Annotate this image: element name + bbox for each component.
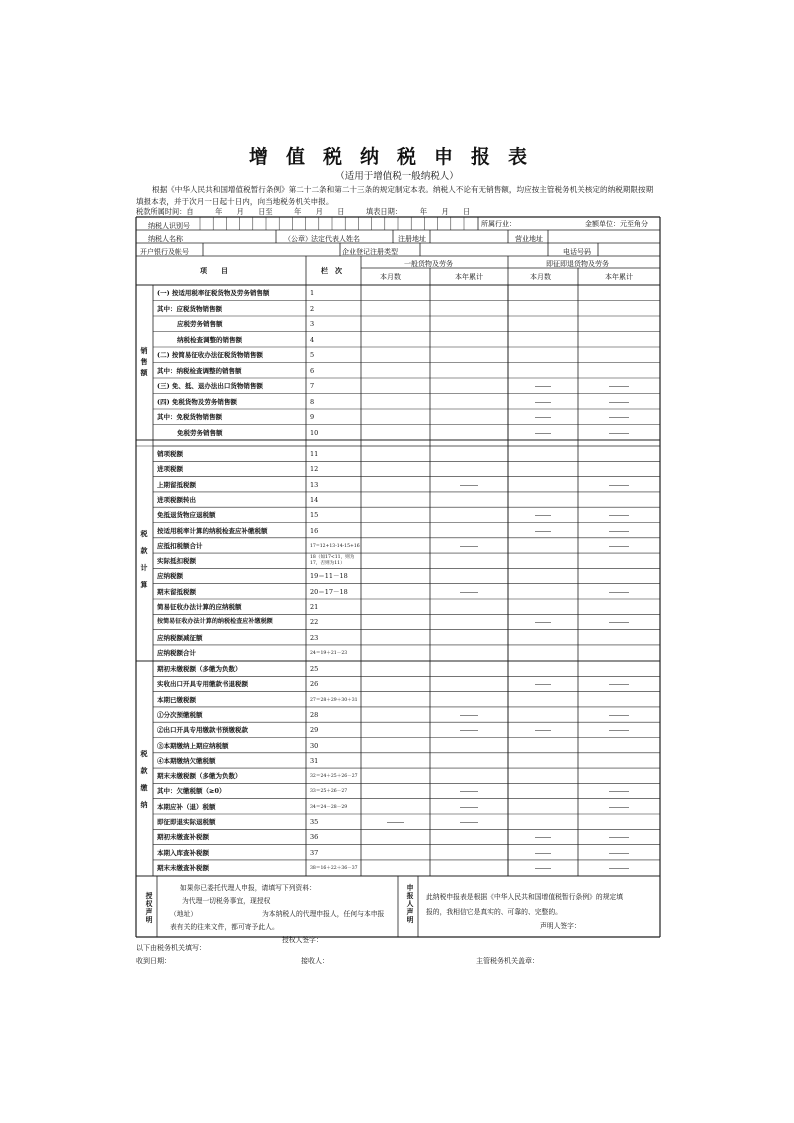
row-label: (一) 按适用税率征税货物及劳务销售额 [157,289,270,297]
decl-line-2: 报的，我相信它是真实的、可靠的、完整的。 [426,908,562,916]
received-date-label: 收到日期： [136,957,171,965]
row-column-no: 11 [310,450,319,458]
grid-group [136,217,660,937]
general-year-total-header: 本年累计 [455,273,483,281]
row-column-no: 36 [310,833,319,842]
tax-office-stamp-label: 主管税务机关盖章： [476,957,539,965]
row-column-no: 5 [310,351,315,359]
row-label: ④本期缴纳欠缴税额 [157,756,216,765]
row-column-no: 13 [310,480,319,489]
row-label: 期末未缴税额（多缴为负数） [157,772,242,781]
item-column-header: 项 目 [200,266,228,275]
row-column-no: 9 [310,413,315,421]
row-column-no: 24＝19＋21－23 [310,650,348,656]
row-column-no: 15 [310,511,319,520]
row-label: 进项税额 [157,465,183,474]
row-column-no: 10 [310,428,319,437]
row-label: (二) 按简易征收办法征税货物销售额 [157,351,263,359]
row-column-no: 27＝28＋29＋30＋31 [310,697,358,703]
auth-line-4: 表有关的往来文件，都可寄予此人。 [170,923,279,931]
row-label: 期末未缴查补税额 [157,863,209,872]
form-subtitle: （适用于增值税一般纳税人） [335,171,459,182]
row-column-no: 19＝11－18 [310,572,348,581]
row-label: 实际抵扣税额 [157,557,196,566]
general-goods-header: 一般货物及劳务 [404,260,453,268]
row-column-no: 21 [310,603,319,611]
row-label: (三) 免、抵、退办法出口货物销售额 [157,382,263,390]
row-label: ②出口开具专用缴款书预缴税款 [157,726,248,735]
authorization-side-label: 授权声明 [145,892,153,924]
row-label: 其中：应税货物销售额 [157,304,222,313]
row-label: 期初未缴税额（多缴为负数） [157,665,242,673]
row-column-no: 35 [310,818,319,826]
row-label: 按适用税率计算的纳税检查应补缴税额 [157,526,268,535]
row-label: 免税劳务销售额 [177,428,223,437]
row-column-no: 16 [310,526,319,535]
auth-line-3b: 为本纳税人的代理申报人，任何与本申报 [262,910,385,918]
sales-section-label: 销售额 [140,346,148,377]
phone-label: 电话号码 [563,248,591,256]
row-label: 纳税检查调整的销售额 [177,335,242,344]
general-this-month-header: 本月数 [380,273,401,281]
decl-line-1: 此纳税申报表是根据《中华人民共和国增值税暂行条例》的规定填 [426,893,624,901]
tax-pay-section-label: 税款缴纳 [140,749,148,809]
row-column-no: 6 [310,366,315,375]
row-label: ①分次预缴税额 [157,710,203,719]
row-label: 免抵退货物应退税额 [157,511,216,520]
row-label: 进项税额转出 [157,495,196,504]
row-column-no: 18（如17<11，则为17，否则为11） [310,555,355,567]
row-column-no: 12 [310,465,319,474]
row-column-no: 28 [310,710,319,719]
row-column-no: 29 [310,726,319,735]
row-column-no: 2 [310,304,315,313]
refund-year-total-header: 本年累计 [605,273,633,281]
auth-line-1: 如果你已委托代理人申报，请填写下列资料： [180,884,316,892]
row-column-no: 22 [310,618,319,627]
row-label: 其中：欠缴税额（≥0） [157,787,226,796]
decl-signer-label: 声明人签字： [540,922,581,930]
legal-rep-label: 法定代表人姓名 [311,235,360,243]
tax-calc-section-label: 税款计算 [140,529,148,589]
row-column-no: 1 [310,289,315,297]
auth-line-3a: （地址） [170,910,198,918]
taxpayer-name-label: 纳税人名称 [148,235,183,243]
taxpayer-id-label: 纳税人识别号 [148,222,190,230]
row-column-no: 4 [310,335,315,344]
refund-goods-header: 即征即退货物及劳务 [546,260,609,268]
row-column-no: 25 [310,665,319,673]
row-label: 简易征收办法计算的应纳税额 [157,603,242,611]
row-column-no: 3 [310,320,315,328]
row-column-no: 37 [310,848,319,857]
row-label: 期末留抵税额 [157,587,196,596]
office-use-label: 以下由税务机关填写： [136,944,206,952]
receiver-label: 接收人： [301,957,329,965]
row-label: 本期应补（退）税额 [157,802,216,811]
seal-label: （公章） [284,235,312,243]
form-intro: 根据《中华人民共和国增值税暂行条例》第二十二条和第二十三条的规定制定本表。纳税人不论有无销售额，均应按主管税务机关核定的纳税期限按期填报本表，并于次月一日起十日内，向当地税务机关申报。 [136,185,654,206]
row-column-no: 7 [310,382,315,390]
reg-type-label: 企业登记注册类型 [342,248,398,256]
row-column-no: 20＝17－18 [310,587,348,596]
refund-this-month-header: 本月数 [530,273,551,281]
tax-period-line: 税款所属时间：自 年 月 日至 年 月 日 填表日期： 年 月 日 [136,207,471,216]
declaration-side-label: 申报人声明 [406,884,414,924]
row-label: 本期已缴税额 [157,695,196,704]
row-column-no: 8 [310,397,315,406]
row-column-no: 14 [310,495,319,504]
row-label: 期初未缴查补税额 [157,833,209,842]
row-label: 应纳税额合计 [157,648,196,657]
row-no-column-header: 栏 次 [321,266,342,275]
row-column-no: 38＝16＋22＋36－37 [310,865,358,871]
bank-account-label: 开户银行及帐号 [140,248,189,256]
row-column-no: 23 [310,633,319,642]
row-label: 上期留抵税额 [157,480,196,489]
row-label: (四) 免税货物及劳务销售额 [157,397,237,406]
row-column-no: 34＝24－28－29 [310,804,348,810]
form-title: 增值税纳税申报表 [248,146,545,168]
row-label: 其中：纳税检查调整的销售额 [157,366,242,375]
row-label: 本期入库查补税额 [157,848,209,857]
row-label: 按简易征收办法计算的纳税检查应补缴税额 [157,618,273,626]
row-column-no: 31 [310,756,319,765]
row-label: 销项税额 [157,450,183,458]
row-label: 其中：免税货物销售额 [157,413,222,421]
row-label: 应税劳务销售额 [177,320,223,328]
row-label: 应抵扣税额合计 [157,541,203,550]
row-label: 实收出口开具专用缴款书退税额 [157,680,248,689]
reg-address-label: 注册地址 [398,235,426,243]
auth-signer-label: 授权人签字： [282,936,323,944]
row-label: 应纳税额减征额 [157,633,203,642]
row-column-no: 33＝25＋26－27 [310,789,348,795]
amount-unit-label: 金额单位：元至角分 [585,220,648,228]
row-label: 即征即退实际退税额 [157,818,216,826]
industry-label: 所属行业： [481,220,516,228]
row-column-no: 32＝24＋25＋26－27 [310,774,358,780]
row-column-no: 26 [310,680,319,689]
row-label: ③本期缴纳上期应纳税额 [157,741,229,750]
row-column-no: 30 [310,741,319,750]
auth-line-2: 为代理一切税务事宜，现授权 [182,897,271,905]
row-column-no: 17=12+13-14-15+16 [310,543,360,549]
biz-address-label: 营业地址 [515,235,543,243]
row-label: 应纳税额 [157,572,183,581]
